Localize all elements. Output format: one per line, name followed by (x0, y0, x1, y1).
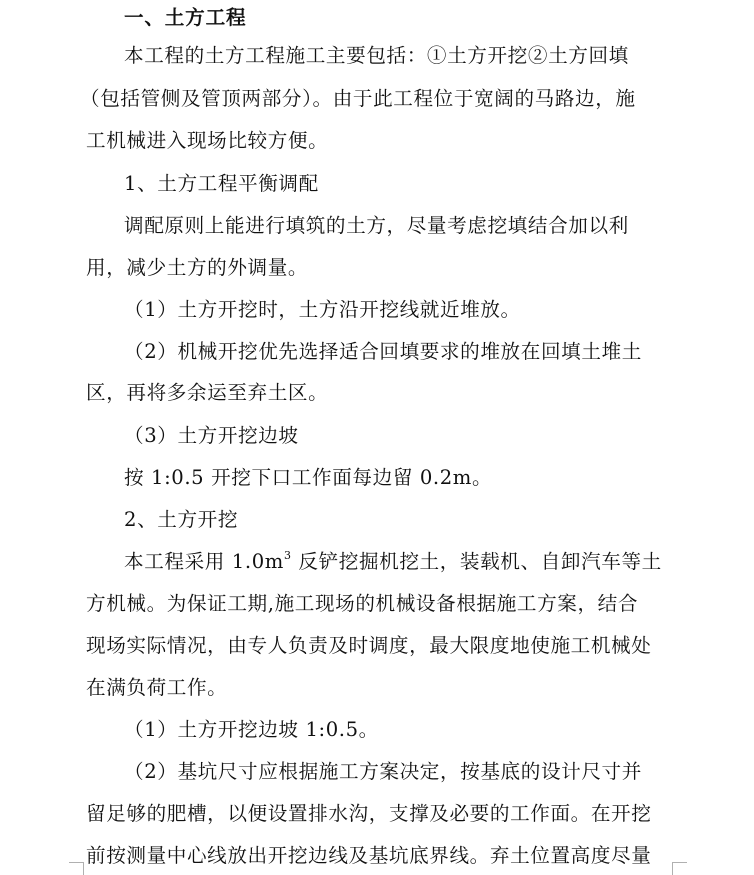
text-run: 本工程采用 1.0m (124, 550, 284, 573)
paragraph-line: 在满负荷工作。 (86, 676, 228, 699)
paragraph-line: 留足够的肥槽，以便设置排水沟，支撑及必要的工作面。在开挖 (86, 802, 652, 825)
paragraph-line: 前按测量中心线放出开挖边线及基坑底界线。弃土位置高度尽量 (86, 844, 652, 867)
paragraph-line: 方机械。为保证工期,施工现场的机械设备根据施工方案，结合 (86, 592, 639, 615)
list-item: （2）机械开挖优先选择适合回填要求的堆放在回填土堆土 (124, 340, 642, 363)
subsection-heading: 2、土方开挖 (124, 508, 239, 531)
superscript: 3 (283, 549, 292, 563)
paragraph-line: 区，再将多余运至弃土区。 (86, 381, 329, 404)
paragraph-line (124, 550, 662, 574)
paragraph-line: 按 1:0.5 开挖下口工作面每边留 0.2m。 (124, 466, 493, 489)
text-run: 反铲挖掘机挖土，装载机、自卸汽车等土 (291, 550, 662, 573)
page-margin-marker (69, 862, 84, 875)
list-item: （1）土方开挖时，土方沿开挖线就近堆放。 (124, 298, 521, 321)
paragraph-line: 调配原则上能进行填筑的土方，尽量考虑挖填结合加以利 (124, 214, 629, 237)
paragraph-line: 工机械进入现场比较方便。 (86, 129, 329, 152)
section-heading: 一、土方工程 (124, 6, 247, 29)
paragraph-line: 现场实际情况，由专人负责及时调度，最大限度地使施工机械处 (86, 634, 652, 657)
subsection-heading: 1、土方工程平衡调配 (124, 172, 319, 195)
list-item: （3）土方开挖边坡 (124, 424, 299, 447)
page-margin-marker (672, 862, 687, 875)
list-item: （2）基坑尺寸应根据施工方案决定，按基底的设计尺寸并 (124, 760, 642, 783)
list-item: （1）土方开挖边坡 1:0.5。 (124, 718, 379, 741)
paragraph-line: （包括管侧及管顶两部分）。由于此工程位于宽阔的马路边，施 (80, 87, 636, 110)
paragraph-line: 用，减少土方的外调量。 (86, 256, 309, 279)
paragraph-line: 本工程的土方工程施工主要包括：①土方开挖②土方回填 (124, 44, 629, 67)
